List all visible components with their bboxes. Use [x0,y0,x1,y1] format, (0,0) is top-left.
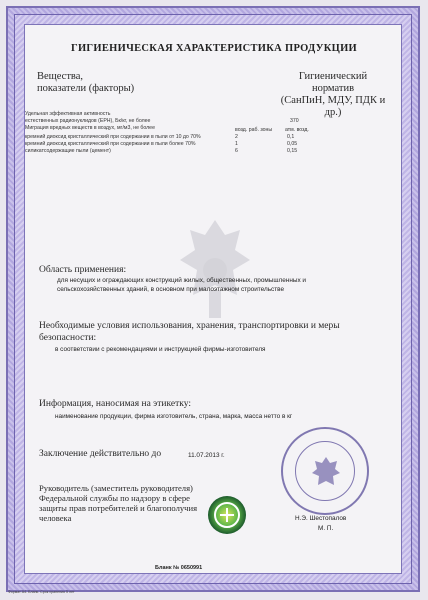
signatory-name: Н.Э. Шестопалов [295,515,347,522]
conditions-title-line1: Необходимые условия использования, хранения, транспортировки и меры [39,321,340,331]
signatory-line3: защиты прав потребителей и благополучия [39,503,198,513]
row-value-atmosphere: 0,15 [287,148,298,154]
row-name: кремний диоксид кристаллический при содержании в пыли от 10 до 70% [25,134,201,140]
document-title: ГИГИЕНИЧЕСКАЯ ХАРАКТЕРИСТИКА ПРОДУКЦИИ [70,43,358,54]
column-label-work-zone: возд. раб. зоны [235,127,273,133]
document-body [24,24,402,574]
label-info-title: Информация, наносимая на этикетку: [39,399,191,409]
header-left-line1: Вещества, [37,71,84,82]
row-value-work-zone: 6 [235,148,238,154]
value-aeff: 370 [290,118,299,124]
hologram-icon [207,495,247,535]
column-label-atmosphere: атм. возд. [285,127,309,133]
scope-text-line1: для несущих и ограждающих конструкций жилых, общественных, промышленных и [57,277,307,284]
intro-line-1: Удельная эффективная активность [25,111,111,117]
validity-label: Заключение действительно до [39,449,162,459]
seal-eagle-icon [311,455,341,487]
signatory-block [39,483,197,523]
conditions-title-line2: безопасности: [39,333,97,343]
column-header-norm [273,71,393,119]
label-info-text: наименование продукции, фирма изготовитель, страна, марка, масса нетто в кг [55,413,293,420]
row-value-work-zone: 2 [235,134,238,140]
signatory-line1: Руководитель (заместитель руководителя) [39,483,193,493]
intro-line-2: естественных радионуклидов (ЕРН), Бк/кг, не более [25,118,151,124]
stamp-place: М. П. [318,525,334,532]
intro-line-3: Миграция вредных веществ в воздух, мг/м3, не более [25,125,155,131]
official-seal [281,427,369,515]
row-value-work-zone: 1 [235,141,238,147]
scope-title: Область применения: [39,265,127,275]
signatory-line4: человека [39,513,72,523]
header-right-line1: Гигиенический [298,71,368,82]
header-right-line3: (СанПиН, МДУ, ПДК и др.) [280,95,386,118]
signatory-line2: Федеральной службы по надзору в сфере [39,493,190,503]
row-value-atmosphere: 0,1 [287,134,295,140]
row-name: кремний диоксид кристаллический при содержании в пыли более 70% [25,141,196,147]
row-name: силикатсодержащие пыли (цемент) [25,148,111,154]
validity-date: 11.07.2013 г. [188,452,225,459]
header-left-line2: показатели (факторы) [37,83,135,94]
form-number: Бланк № 0650991 [155,565,203,571]
outer-note: Формат А4. Бланк. Срок хранения 5 лет [8,590,75,594]
column-header-substances [37,71,134,95]
scope-text-line2: сельскохозяйственных зданий, в основном при малоэтажном строительстве [57,286,285,293]
conditions-text: в соответствии с рекомендациями и инструкцией фирмы-изготовителя [55,346,266,353]
header-right-line2: норматив [311,83,355,94]
row-value-atmosphere: 0,05 [287,141,298,147]
coat-of-arms-watermark [175,215,255,325]
